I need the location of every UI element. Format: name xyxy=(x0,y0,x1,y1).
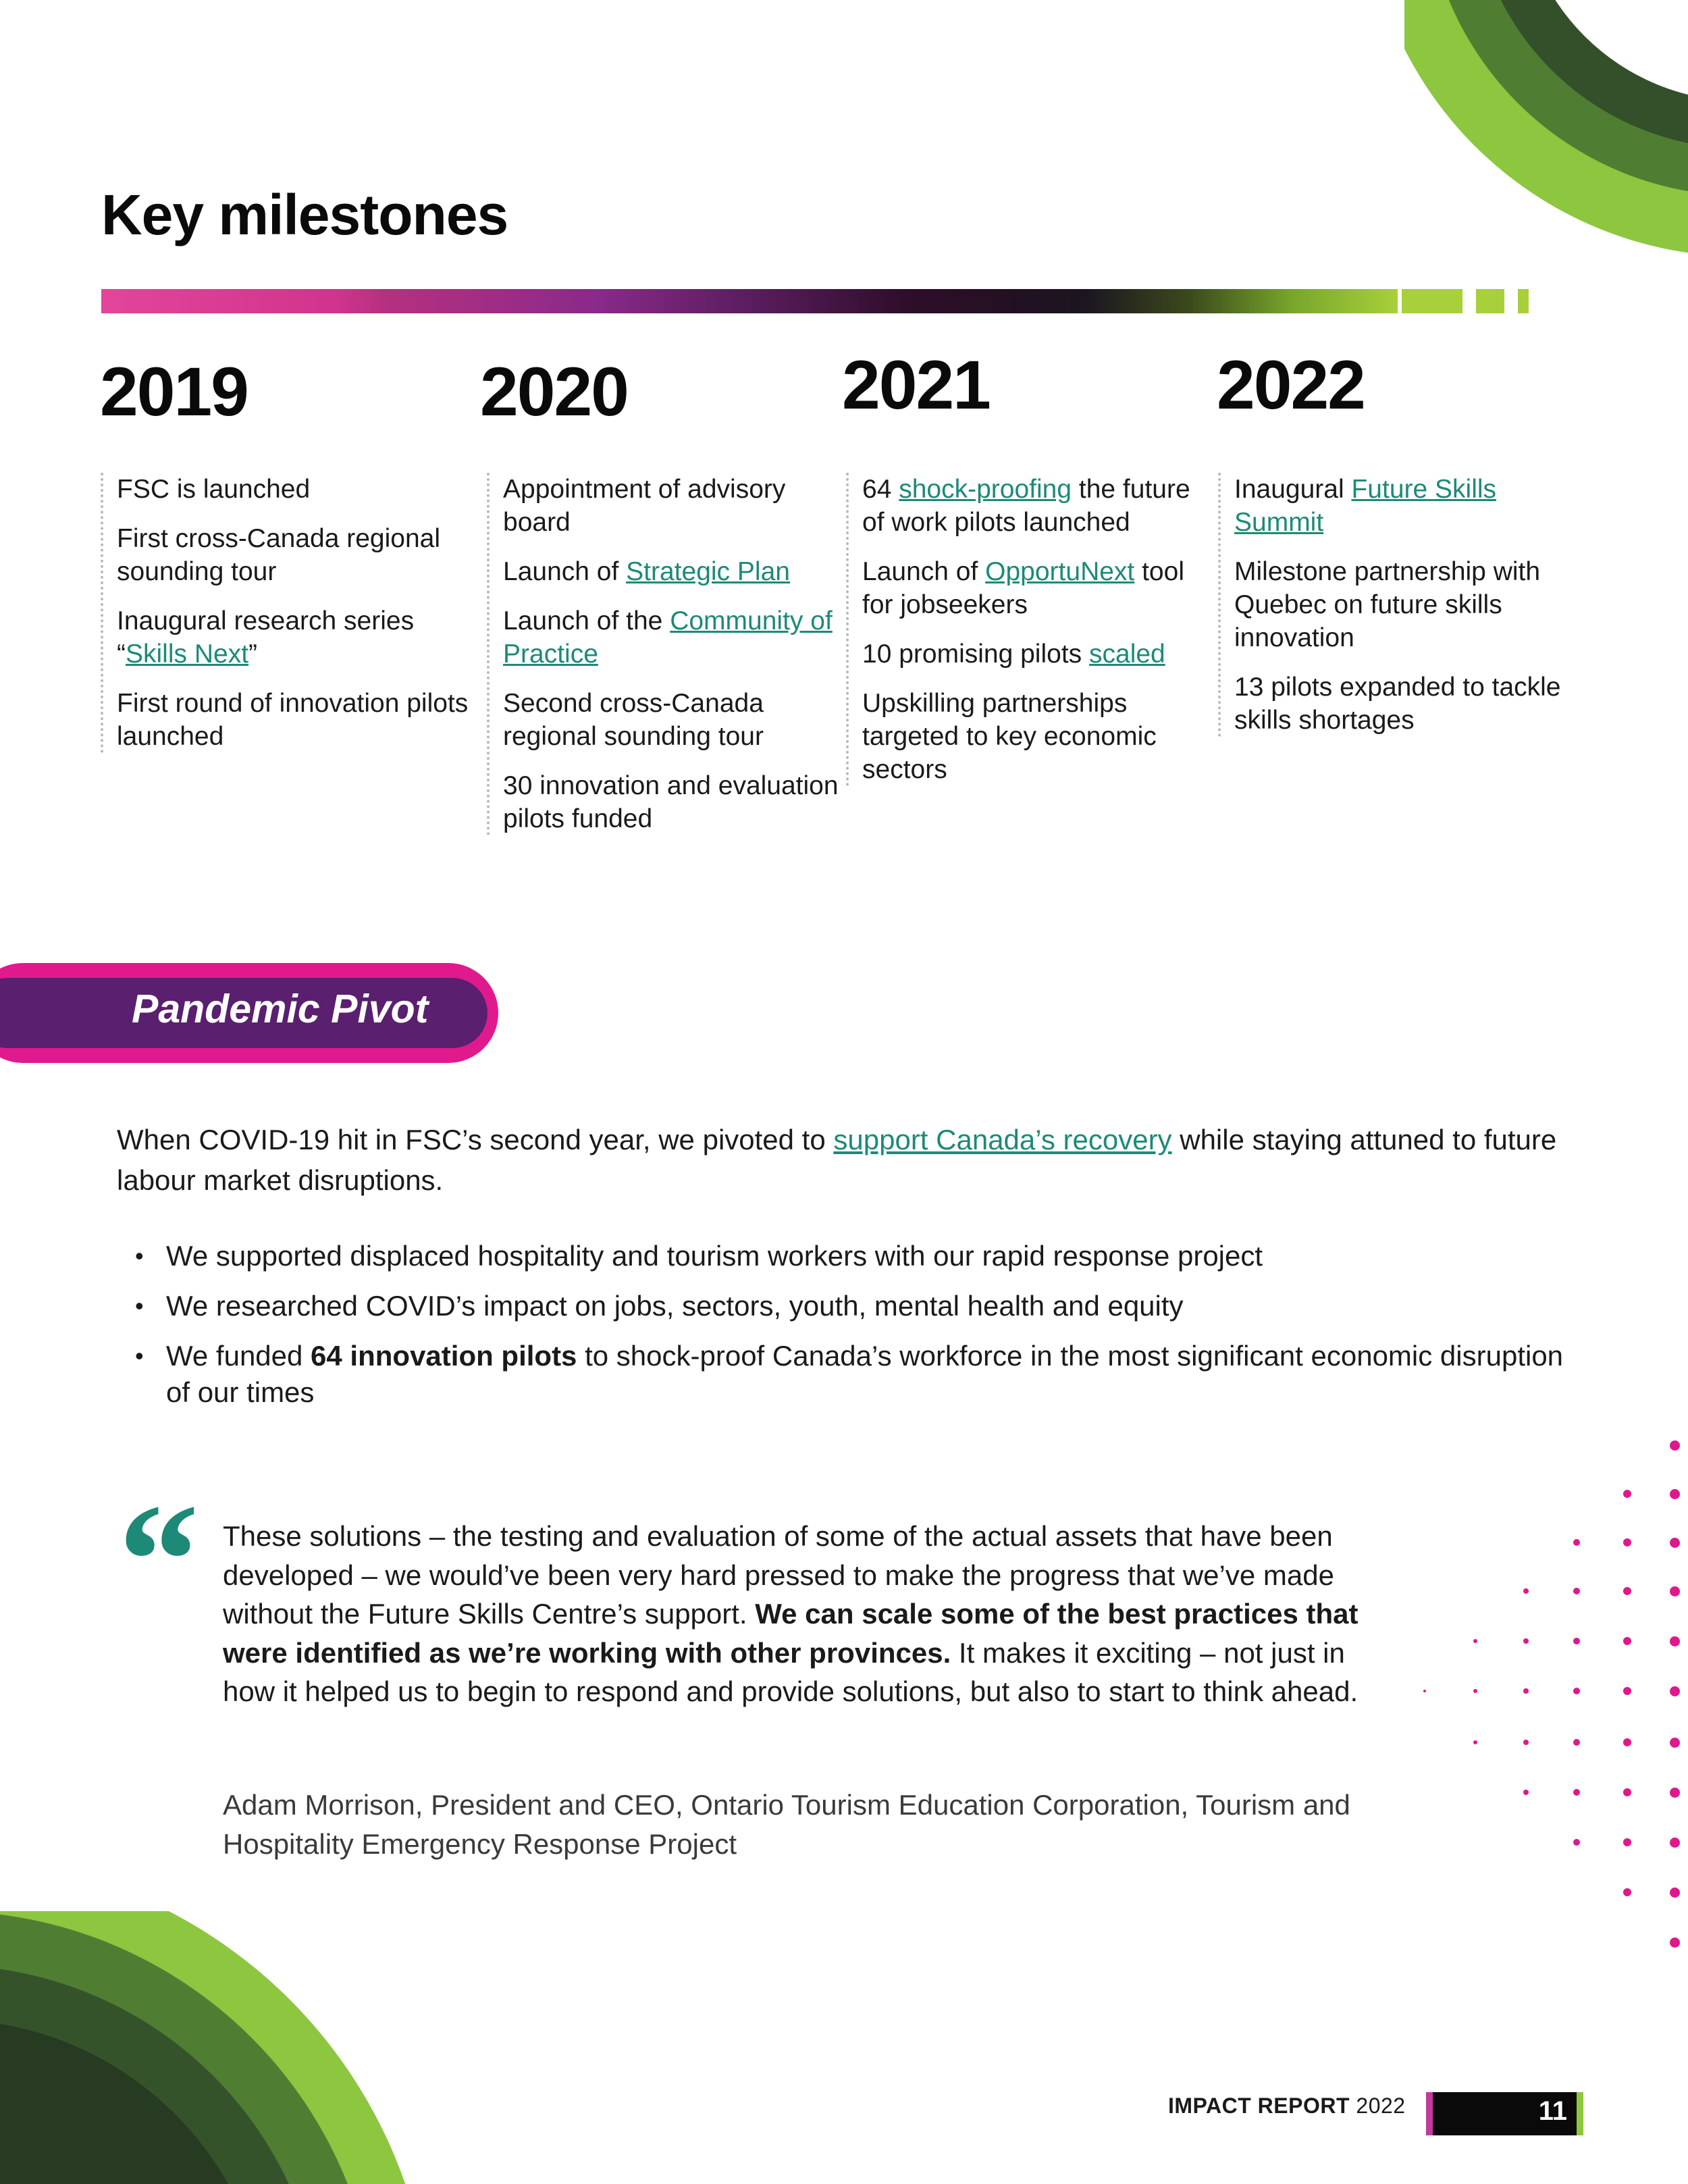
text-run: Launch of xyxy=(862,557,986,586)
text-run: Inaugural xyxy=(1234,475,1352,504)
milestone-item xyxy=(117,473,475,506)
text-run: We supported displaced hospitality and tourism workers with our rapid response project xyxy=(166,1240,1263,1272)
text-run: 10 promising pilots xyxy=(862,640,1089,669)
milestone-item xyxy=(503,555,847,588)
milestone-item xyxy=(862,687,1207,786)
milestone-item xyxy=(117,604,475,671)
text-run: Launch of the xyxy=(503,606,670,635)
decorative-dot xyxy=(1573,1539,1581,1546)
text-run: First round of innovation pilots launched xyxy=(117,689,469,751)
decorative-dot xyxy=(1523,1688,1529,1694)
decorative-dot xyxy=(1623,1838,1632,1847)
text-run: Second cross-Canada regional sounding tour xyxy=(503,689,764,751)
inline-link[interactable]: shock-proofing xyxy=(899,475,1072,504)
milestone-item xyxy=(117,687,475,753)
bullet-item xyxy=(132,1288,1571,1324)
decorative-dot xyxy=(1523,1588,1529,1594)
text-run: Inaugural research series “ xyxy=(117,606,415,669)
text-run: tool for jobseekers xyxy=(862,557,1184,619)
footer-report-label xyxy=(1168,2094,1406,2118)
decorative-dot xyxy=(1623,1788,1632,1797)
decorative-dot xyxy=(1670,1686,1680,1696)
pandemic-intro-paragraph xyxy=(117,1120,1568,1201)
year-2022: 2022 xyxy=(1217,346,1365,423)
milestone-item xyxy=(1234,555,1585,654)
page-number: 11 xyxy=(1538,2096,1567,2126)
decorative-dot xyxy=(1670,1538,1680,1548)
page-title: Key milestones xyxy=(101,183,508,246)
quote-attribution: Adam Morrison, President and CEO, Ontario Tourism Education Corporation, Tourism and Hospitality Emergency Response Project xyxy=(223,1789,1350,1860)
decorative-dot xyxy=(1670,1586,1680,1596)
bullet-item xyxy=(132,1238,1571,1274)
text-run: Upskilling partnerships targeted to key economic sectors xyxy=(862,689,1157,784)
decorative-dot xyxy=(1423,1690,1426,1692)
text-run: When COVID-19 hit in FSC’s second year, we pivoted to xyxy=(117,1124,834,1155)
decorative-dot xyxy=(1623,1587,1632,1596)
milestone-item xyxy=(1234,473,1585,539)
inline-link[interactable]: Community of Practice xyxy=(503,606,833,669)
year-2019: 2019 xyxy=(100,353,248,430)
milestone-item xyxy=(503,687,847,753)
decorative-dot xyxy=(1573,1839,1581,1846)
decorative-dot xyxy=(1623,1538,1632,1547)
decorative-dot xyxy=(1573,1789,1581,1796)
inline-link[interactable]: Skills Next xyxy=(126,640,249,669)
milestone-item xyxy=(503,473,847,539)
text-run: FSC is launched xyxy=(117,475,311,504)
decorative-dot xyxy=(1573,1588,1581,1595)
decorative-dot xyxy=(1670,1788,1680,1798)
decorative-dot xyxy=(1523,1790,1529,1795)
bullet-item xyxy=(132,1338,1571,1411)
decorative-dot xyxy=(1523,1740,1529,1745)
text-run: Appointment of advisory board xyxy=(503,475,786,537)
milestone-item xyxy=(862,638,1207,671)
inline-link[interactable]: Future Skills Summit xyxy=(1234,475,1497,537)
text-run: These solutions – the testing and evaluation of some of the actual assets that have been developed – we would’ve been very hard pressed to make the progress that we’ve made without the Future Skills Centre’s support. xyxy=(223,1520,1334,1630)
decorative-dot xyxy=(1623,1490,1632,1499)
decorative-dot xyxy=(1573,1638,1581,1645)
decorative-dot xyxy=(1670,1888,1680,1898)
year-2020: 2020 xyxy=(480,353,628,430)
top-right-arc-decoration xyxy=(1404,0,1688,257)
decorative-dot xyxy=(1670,1440,1680,1451)
text-run: 64 xyxy=(862,475,899,504)
decorative-dot xyxy=(1623,1637,1632,1646)
text-run: Milestone partnership with Quebec on future skills innovation xyxy=(1234,557,1541,652)
bold-text: We can scale some of the best practices that were identified as we’re working with other provinces. xyxy=(223,1598,1359,1669)
milestone-item xyxy=(117,522,475,588)
decorative-dot xyxy=(1670,1938,1680,1948)
quote-mark-icon: “ xyxy=(118,1470,199,1650)
text-run: 30 innovation and evaluation pilots funded xyxy=(503,771,839,833)
year-2021: 2021 xyxy=(842,346,990,423)
inline-link[interactable]: OpportuNext xyxy=(985,557,1135,586)
milestone-item xyxy=(1234,671,1585,737)
text-run: First cross-Canada regional sounding tour xyxy=(117,524,441,586)
decorative-dot xyxy=(1670,1489,1680,1499)
inline-link[interactable]: scaled xyxy=(1089,640,1165,669)
milestones-2022 xyxy=(1218,473,1585,737)
timeline-bar-segment xyxy=(1518,289,1529,313)
testimonial-quote xyxy=(223,1517,1384,1711)
decorative-dot xyxy=(1573,1688,1581,1695)
decorative-dot xyxy=(1473,1689,1477,1693)
footer-report-name: IMPACT REPORT xyxy=(1168,2094,1350,2118)
decorative-dot xyxy=(1623,1687,1632,1696)
decorative-dot xyxy=(1473,1740,1477,1744)
text-run: We researched COVID’s impact on jobs, sectors, youth, mental health and equity xyxy=(166,1290,1184,1322)
decorative-dot xyxy=(1623,1738,1632,1747)
text-run: Launch of xyxy=(503,557,627,586)
text-run: while staying attuned to future labour market disruptions. xyxy=(117,1124,1557,1196)
milestones-2020 xyxy=(487,473,847,835)
pandemic-bullet-list xyxy=(132,1238,1571,1424)
footer-year: 2022 xyxy=(1356,2094,1406,2118)
decorative-dot xyxy=(1670,1838,1680,1848)
decorative-dot xyxy=(1623,1888,1632,1897)
text-run: ” xyxy=(248,640,258,669)
timeline-bar-segment xyxy=(1476,289,1504,313)
text-run: We funded xyxy=(166,1340,311,1372)
decorative-dot xyxy=(1670,1636,1680,1646)
text-run: It makes it exciting – not just in how it helped us to begin to respond and provide solutions, but also to start to think ahead. xyxy=(223,1636,1359,1707)
timeline-bar-segment xyxy=(1402,289,1462,313)
inline-link[interactable]: Strategic Plan xyxy=(626,557,790,586)
decorative-dot xyxy=(1670,1738,1680,1748)
milestones-2021 xyxy=(846,473,1207,786)
inline-link[interactable]: support Canada’s recovery xyxy=(833,1124,1172,1155)
pandemic-pivot-heading: Pandemic Pivot xyxy=(132,987,429,1031)
timeline-gradient-bar xyxy=(101,289,1398,313)
decorative-dot xyxy=(1573,1739,1581,1746)
decorative-dot xyxy=(1523,1638,1529,1644)
text-run: to shock-proof Canada’s workforce in the most significant economic disruption of our times xyxy=(166,1340,1564,1408)
milestone-item xyxy=(503,769,847,835)
text-run: the future of work pilots launched xyxy=(862,475,1190,537)
page-number-box xyxy=(1426,2092,1583,2135)
milestones-2019 xyxy=(101,473,475,753)
milestone-item xyxy=(862,473,1207,539)
decorative-dot xyxy=(1473,1639,1477,1643)
milestone-item xyxy=(503,604,847,671)
bold-text: 64 innovation pilots xyxy=(311,1340,577,1372)
milestone-item xyxy=(862,555,1207,621)
bottom-left-arc-decoration xyxy=(0,1911,446,2184)
text-run: 13 pilots expanded to tackle skills shortages xyxy=(1234,673,1561,735)
